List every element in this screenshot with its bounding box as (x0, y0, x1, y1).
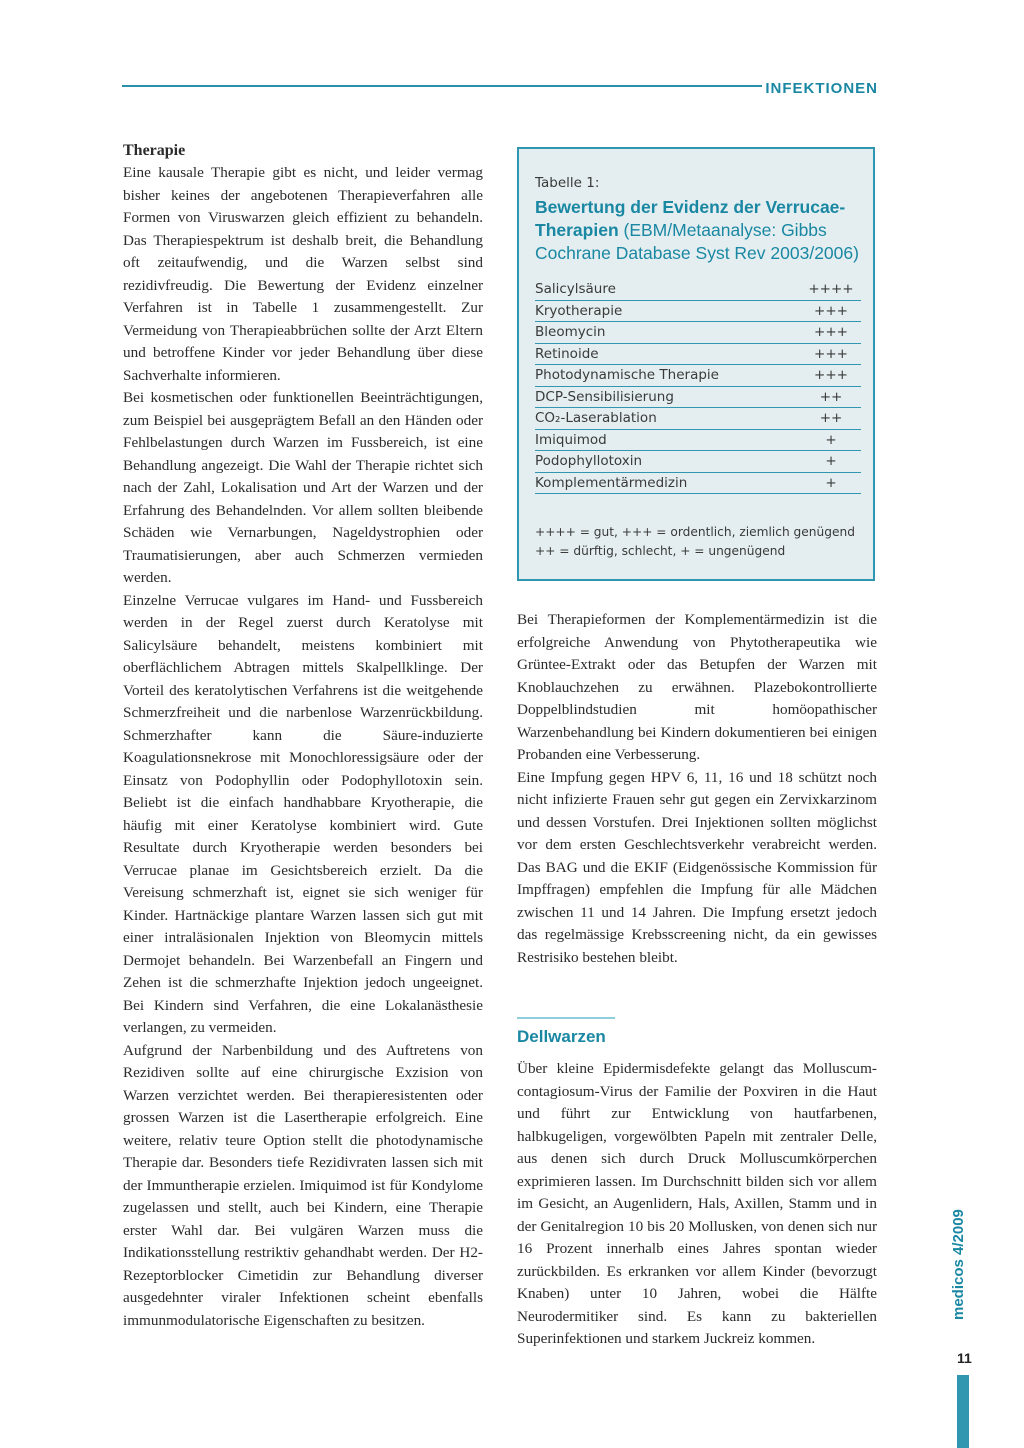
section-label: INFEKTIONEN (765, 80, 878, 97)
legend-line: ++++ = gut, +++ = ordentlich, ziemlich genügend (535, 525, 855, 539)
table-row (535, 430, 861, 452)
therapy-rating: +++ (814, 345, 848, 362)
therapy-rating: +++ (814, 302, 848, 319)
therapy-rating: ++ (819, 388, 843, 405)
right-column (517, 609, 877, 969)
therapy-rating: + (825, 474, 837, 491)
table-row (535, 322, 861, 344)
journal-issue: medicos 4/2009 (950, 1209, 967, 1320)
paragraph: Bei Therapieformen der Komplementärmedizin ist die erfolgreiche Anwendung von Phytotherapeutika wie Grüntee-Extrakt oder das Betupfen der Warzen mit Knoblauchzehen zu erwähnen. Plazebokontrollierte Doppelblindstudien mit homöopathischer Warzenbehandlung bei Kindern dokumentieren bei einigen Probanden eine Verbesserung. (517, 611, 877, 763)
therapy-rating: +++ (814, 367, 848, 383)
page-accent-bar (957, 1375, 969, 1448)
table-row (535, 473, 861, 495)
table-row (535, 344, 861, 366)
table-row (535, 387, 861, 409)
table-title-source: (EBM/Metaanalyse: Gibbs Cochrane Database Syst Rev 2003/2006) (535, 220, 859, 263)
legend-line: ++ = dürftig, schlecht, + = ungenügend (535, 544, 786, 558)
table-row (535, 279, 861, 301)
heading-therapie: Therapie (123, 142, 186, 159)
therapy-rating: + (825, 453, 837, 469)
table-title (535, 196, 865, 265)
therapy-rating: +++ (814, 324, 848, 340)
therapy-name: CO₂-Laserablation (535, 410, 657, 426)
left-column (123, 140, 483, 1332)
paragraph: Über kleine Epidermisdefekte gelangt das Molluscum-contagiosum-Virus der Familie der Poxviren in die Haut und führt zur Entwicklung von hautfarbenen, halbkugeligen, vorgewölbten Papeln mit zentraler Delle, aus denen sich durch Druck Molluscumkörperchen exprimieren lassen. Im Durchschnitt bilden sich vor allem im Gesicht, an Augenlidern, Hals, Axillen, Stamm und in der Genitalregion 10 bis 20 Mollusken, von denen sich nur 16 Prozent innerhalb eines Jahres spontan wieder zurückbilden. Es erkranken vor allem Kinder (bevorzugt Knaben) unter 10 Jahren, wobei die Hälfte Neurodermitiker sind. Es kann zu bakteriellen Superinfektionen und starkem Juckreiz kommen. (517, 1060, 877, 1347)
table-row (535, 451, 861, 473)
page-number: 11 (957, 1350, 972, 1366)
paragraph: Eine Impfung gegen HPV 6, 11, 16 und 18 schützt noch nicht infizierte Frauen sehr gut gegen ein Zervixkarzinom und dessen Vorstufen. Drei Injektionen sollten möglichst vor dem ersten Geschlechtsverkehr verabreicht werden. Das BAG und die EKIF (Eidgenössische Kommission für Impffragen) empfehlen die Impfung für alle Mädchen zwischen 11 und 14 Jahren. Die Impfung ersetzt jedoch das regelmässige Krebsscreening nicht, da ein gewisses Restrisiko bestehen bleibt. (517, 768, 877, 966)
therapy-name: Imiquimod (535, 431, 607, 448)
paragraph: Eine kausale Therapie gibt es nicht, und leider vermag bisher keines der angebotenen Therapieverfahren alle Formen von Viruswarzen gleich effizient zu behandeln. Das Therapiespektrum ist deshalb breit, die Behandlung oft zeitaufwendig, und die Warzen selbst sind rezidivfreudig. Die Bewertung der Evidenz einzelner Verfahren ist in Tabelle 1 zusammengestellt. Zur Vermeidung von Therapieabbrüchen sollte der Arzt Eltern und betroffene Kinder vor jeder Behandlung über diese Sachverhalte informieren. (123, 164, 483, 384)
paragraph: Bei kosmetischen oder funktionellen Beeinträchtigungen, zum Beispiel bei ausgeprägtem Befall an den Händen oder Fehlbelastungen durch Warzen im Fussbereich, ist eine Behandlung angezeigt. Die Wahl der Therapie richtet sich nach der Zahl, Lokalisation und Art der Warzen und der Erfahrung des Behandelnden. Vor allem sollten bleibende Schäden wie Vernarbungen, Nageldystrophien oder Traumatisierungen, aber auch Schmerzen vermieden werden. (123, 389, 483, 586)
table-row (535, 301, 861, 323)
therapy-rating: + (825, 431, 837, 448)
therapy-rating: ++++ (808, 281, 854, 297)
dellwarzen-column (517, 1058, 877, 1351)
therapy-name: Kryotherapie (535, 302, 623, 319)
therapy-name: Bleomycin (535, 324, 606, 340)
table-title-bold: Bewertung der Evidenz der Verrucae-Therapien (535, 197, 846, 240)
table-row (535, 408, 861, 430)
header-rule (122, 85, 762, 87)
paragraph: Einzelne Verrucae vulgares im Hand- und Fussbereich werden in der Regel zuerst durch Keratolyse mit Salicylsäure behandelt, meistens kombiniert mit oberflächlichem Abtragen mittels Skalpellklinge. Der Vorteil des keratolytischen Verfahrens ist die weitgehende Schmerzfreiheit und die narbenlose Warzenrückbildung. Schmerzhafter kann die Säure-induzierte Koagulationsnekrose mit Monochloressigsäure oder der Einsatz von Podophyllin oder Podophyllotoxin sein. Beliebt ist die einfach handhabbare Kryotherapie, die häufig mit einer Keratolyse kombiniert wird. Gute Resultate durch Kryotherapie werden besonders bei Verrucae planae im Gesichtsbereich erzielt. Da die Vereisung schmerzhaft ist, eignet sie sich weniger für Kinder. Hartnäckige plantare Warzen lassen sich gut mit einer intraläsionalen Injektion von Bleomycin mittels Dermojet behandeln. Bei Warzenbefall an Fingern und Zehen ist die schmerzhafte Injektion jedoch ungeeignet. Bei Kindern sind Verfahren, die eine Lokalanästhesie verlangen, zu vermeiden. (123, 591, 483, 1036)
paragraph: Aufgrund der Narbenbildung und des Auftretens von Rezidiven sollte auf eine chirurgische Exzision von Warzen verzichtet werden. Bei therapieresistenten oder grossen Warzen ist die Lasertherapie erfolgreich. Eine weitere, relativ teure Option stellt die photodynamische Therapie dar. Besonders tiefe Rezidivraten lassen sich mit der Immuntherapie erzielen. Imiquimod ist für Kondylome zugelassen und stellt, auch bei Kindern, eine Therapie erster Wahl dar. Bei vulgären Warzen muss die Indikationsstellung restriktiv gehandhabt werden. Der H2-Rezeptorblocker Cimetidin zur Behandlung diverser ausgedehnter viraler Infektionen scheint ebenfalls immunmodulatorische Eigenschaften zu besitzen. (123, 1041, 483, 1329)
therapy-name: Salicylsäure (535, 281, 616, 297)
heading-dellwarzen: Dellwarzen (517, 1027, 606, 1046)
table-row (535, 365, 861, 387)
therapy-name: Komplementärmedizin (535, 474, 688, 491)
therapy-name: DCP-Sensibilisierung (535, 388, 674, 405)
evidence-table (517, 147, 875, 581)
section-divider (517, 1017, 615, 1019)
table-rows (535, 279, 861, 494)
therapy-name: Retinoide (535, 345, 599, 362)
therapy-name: Podophyllotoxin (535, 453, 643, 469)
table-caption: Tabelle 1: (535, 175, 600, 191)
therapy-name: Photodynamische Therapie (535, 367, 719, 383)
therapy-rating: ++ (819, 410, 843, 426)
table-legend (535, 523, 855, 561)
